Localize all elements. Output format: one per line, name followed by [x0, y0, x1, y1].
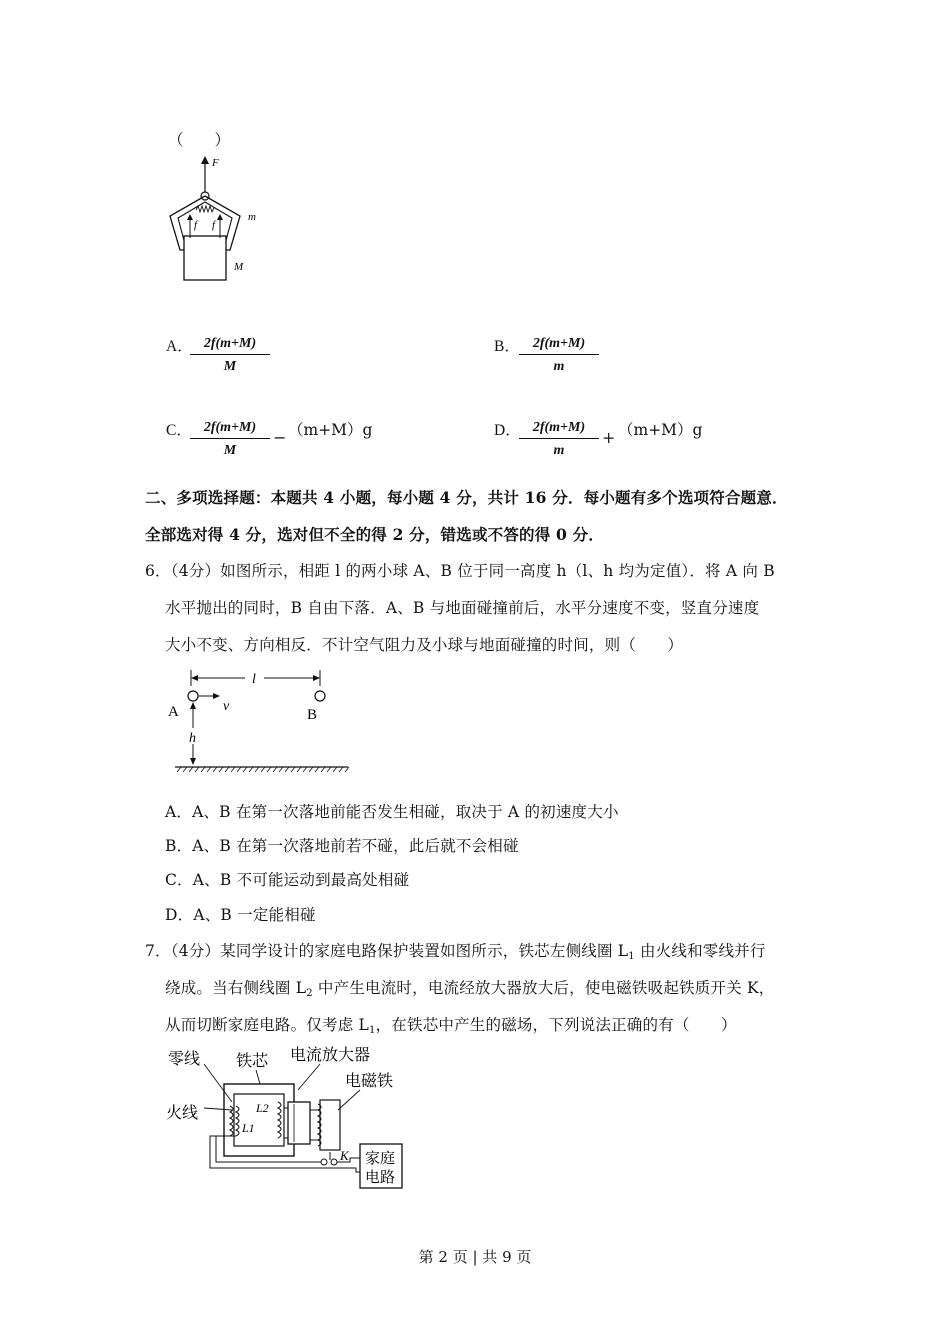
q6-text-line2: 水平抛出的同时，B 自由下落．A、B 与地面碰撞前后，水平分速度不变，竖直分速度: [165, 599, 760, 617]
q7-text-line3: [165, 1013, 737, 1036]
q7-text-line2: [165, 976, 774, 999]
electromagnet: [320, 1100, 340, 1150]
electromagnet-label: 电磁铁: [345, 1073, 394, 1090]
page-footer: 第 2 页 | 共 9 页: [418, 1248, 532, 1266]
q5-option-a-fraction: [190, 336, 270, 375]
q7-line1-subscript: 1: [628, 951, 635, 962]
q7-line1-part2: 由火线和零线并行: [634, 942, 766, 960]
ball-b: [315, 691, 325, 701]
coil1-label: L1: [242, 1121, 255, 1135]
q5-option-b-fraction: [519, 336, 599, 375]
denominator: m: [553, 443, 565, 458]
household-label-1: 家庭: [365, 1151, 396, 1167]
numerator: 2f(m+M): [190, 420, 270, 439]
clamp-mass-label: m: [248, 211, 256, 223]
switch-contact-left: [321, 1159, 327, 1165]
block: [184, 236, 226, 280]
q5-option-d-label: D．: [494, 422, 521, 439]
q7-line2-part1: 绕成。当右侧线圈 L: [165, 979, 307, 997]
live-label: 火线: [166, 1105, 199, 1122]
q5-option-d-operator: +: [602, 428, 616, 447]
velocity-label: v: [223, 699, 230, 714]
q7-line3-part1: 从而切断家庭电路。仅考虑 L: [165, 1016, 370, 1034]
switch-label: K: [340, 1148, 349, 1163]
q5-option-b-label: B．: [494, 338, 520, 355]
section2-heading-line1: 二、多项选择题：本题共 4 小题，每小题 4 分，共计 16 分．每小题有多个选项符合题意．: [145, 488, 788, 507]
numerator: 2f(m+M): [519, 420, 599, 439]
q5-option-d-fraction: [519, 420, 599, 459]
q7-circuit-figure: [160, 1040, 410, 1190]
q5-option-d-suffix: （m+M）g: [618, 421, 703, 439]
q7-line2-part2: 中产生电流时，电流经放大器放大后，使电磁铁吸起铁质开关 K，: [312, 979, 775, 997]
denominator: m: [553, 359, 565, 374]
q5-option-c-suffix: （m+M）g: [288, 421, 373, 439]
core-label: 铁芯: [236, 1053, 269, 1070]
velocity-arrowhead: [213, 693, 220, 699]
q5-option-a-label: A．: [166, 338, 193, 355]
q7-line3-subscript: 1: [369, 1025, 376, 1036]
q6-figure: [160, 664, 355, 776]
denominator: M: [223, 359, 237, 374]
friction-label-right: f: [212, 219, 216, 231]
q5-clamp-figure: [160, 150, 270, 290]
q6-text-line1: 6．（4分）如图所示，相距 l 的两小球 A、B 位于同一高度 h（l、h 均为定值）．将 A 向 B: [145, 562, 775, 580]
denominator: M: [223, 443, 237, 458]
q5-answer-paren: （ ）: [168, 131, 231, 149]
coil-l2: [278, 1102, 281, 1138]
neutral-label: 零线: [168, 1051, 201, 1068]
ball-a: [188, 691, 198, 701]
friction-label-left: f: [194, 219, 198, 231]
q6-option-d: D．A、B 一定能相碰: [165, 906, 316, 924]
section2-heading-line2: 全部选对得 4 分，选对但不全的得 2 分，错选或不答的得 0 分．: [145, 525, 605, 544]
q7-line2-subscript: 2: [306, 988, 313, 999]
q5-option-c-label: C．: [166, 422, 192, 439]
q6-option-a: A．A、B 在第一次落地前能否发生相碰，取决于 A 的初速度大小: [165, 803, 619, 821]
q6-text-line3: 大小不变、方向相反．不计空气阻力及小球与地面碰撞的时间，则（ ）: [165, 636, 684, 654]
switch-contact-right: [331, 1159, 337, 1165]
amplifier-box: [288, 1102, 310, 1144]
numerator: 2f(m+M): [519, 336, 599, 355]
block-mass-label: M: [234, 261, 244, 273]
q5-option-c-fraction: [190, 420, 270, 459]
numerator: 2f(m+M): [190, 336, 270, 355]
height-label: h: [189, 731, 196, 746]
q6-option-c: C．A、B 不可能运动到最高处相碰: [165, 871, 410, 889]
q5-option-c-operator: −: [273, 428, 287, 447]
q6-option-b: B．A、B 在第一次落地前若不碰，此后就不会相碰: [165, 837, 519, 855]
force-arrowhead: [201, 156, 209, 164]
ball-a-label: A: [168, 704, 179, 720]
ball-b-label: B: [307, 707, 318, 723]
q7-line1-part1: 7．（4分）某同学设计的家庭电路保护装置如图所示，铁芯左侧线圈 L: [145, 942, 629, 960]
household-label-2: 电路: [365, 1170, 396, 1186]
q7-line3-part2: ，在铁芯中产生的磁场，下列说法正确的有（ ）: [375, 1016, 737, 1034]
force-label: F: [212, 157, 219, 169]
coil2-label: L2: [256, 1101, 269, 1115]
amplifier-label: 电流放大器: [290, 1047, 371, 1064]
q7-text-line1: [145, 939, 766, 962]
spring: [196, 206, 214, 212]
distance-label: l: [252, 672, 256, 687]
